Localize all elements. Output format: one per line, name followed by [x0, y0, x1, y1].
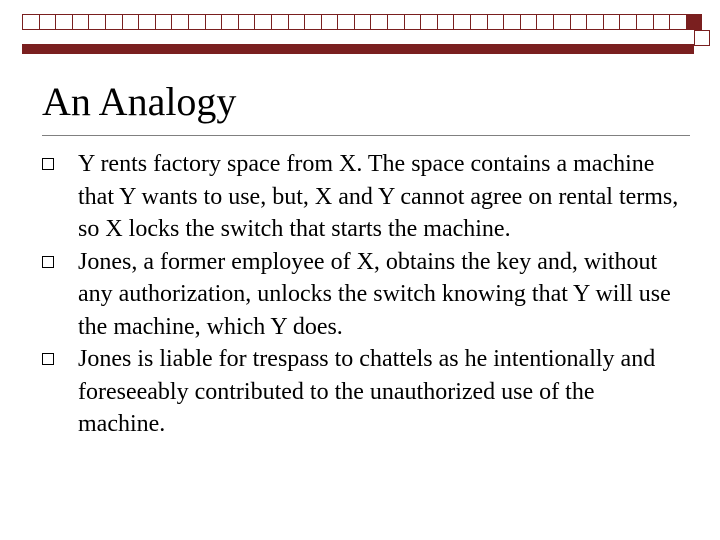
hollow-square-icon: [42, 158, 54, 170]
grid-cell: [654, 14, 671, 30]
grid-cell: [305, 14, 322, 30]
grid-cell: [322, 14, 339, 30]
grid-cell: [554, 14, 571, 30]
title-divider: [42, 135, 690, 136]
grid-cell: [670, 14, 687, 30]
grid-cell: [123, 14, 140, 30]
grid-cell: [239, 14, 256, 30]
grid-cell: [488, 14, 505, 30]
grid-cell: [355, 14, 372, 30]
grid-cell: [172, 14, 189, 30]
slide-title: An Analogy: [42, 79, 237, 124]
bullet-text: Jones is liable for trespass to chattels as he intentionally and foreseeably contributed to the unauthorized use of the machine.: [78, 346, 656, 437]
bullet-text: Y rents factory space from X. The space contains a machine that Y wants to use, but, X and Y cannot agree on rental terms, so X locks the switch that starts the machine.: [78, 151, 679, 242]
hollow-square-icon: [42, 353, 54, 365]
grid-cell: [40, 14, 57, 30]
grid-cell: [504, 14, 521, 30]
grid-cell: [604, 14, 621, 30]
grid-cell: [405, 14, 422, 30]
grid-cell: [289, 14, 306, 30]
grid-cell: [537, 14, 554, 30]
grid-cell: [56, 14, 73, 30]
top-decoration: [22, 14, 718, 42]
outline-square-icon: [694, 30, 710, 46]
grid-cell: [73, 14, 90, 30]
grid-cell: [637, 14, 654, 30]
accent-band: [22, 44, 694, 54]
grid-cell: [89, 14, 106, 30]
bullet-list: [42, 148, 682, 441]
grid-cell: [454, 14, 471, 30]
grid-cell: [371, 14, 388, 30]
grid-cell: [156, 14, 173, 30]
grid-cell: [521, 14, 538, 30]
grid-cell: [471, 14, 488, 30]
grid-cell: [388, 14, 405, 30]
bullet-item: [42, 343, 682, 441]
grid-cell: [587, 14, 604, 30]
grid-cell: [438, 14, 455, 30]
grid-cell: [421, 14, 438, 30]
hollow-square-icon: [42, 256, 54, 268]
grid-cell: [255, 14, 272, 30]
filled-square-icon: [686, 14, 702, 30]
bullet-text: Jones, a former employee of X, obtains the key and, without any authorization, unlocks the switch knowing that Y will use the machine, which Y does.: [78, 248, 671, 340]
bullet-item: [42, 246, 682, 344]
grid-cell: [23, 14, 40, 30]
grid-cell: [272, 14, 289, 30]
grid-cell: [338, 14, 355, 30]
grid-cell: [106, 14, 123, 30]
grid-cell: [222, 14, 239, 30]
grid-cell: [189, 14, 206, 30]
grid-cell: [620, 14, 637, 30]
grid-cell: [571, 14, 588, 30]
bullet-item: [42, 148, 682, 246]
grid-cell: [139, 14, 156, 30]
grid-cell: [206, 14, 223, 30]
grid-strip: [22, 14, 687, 30]
